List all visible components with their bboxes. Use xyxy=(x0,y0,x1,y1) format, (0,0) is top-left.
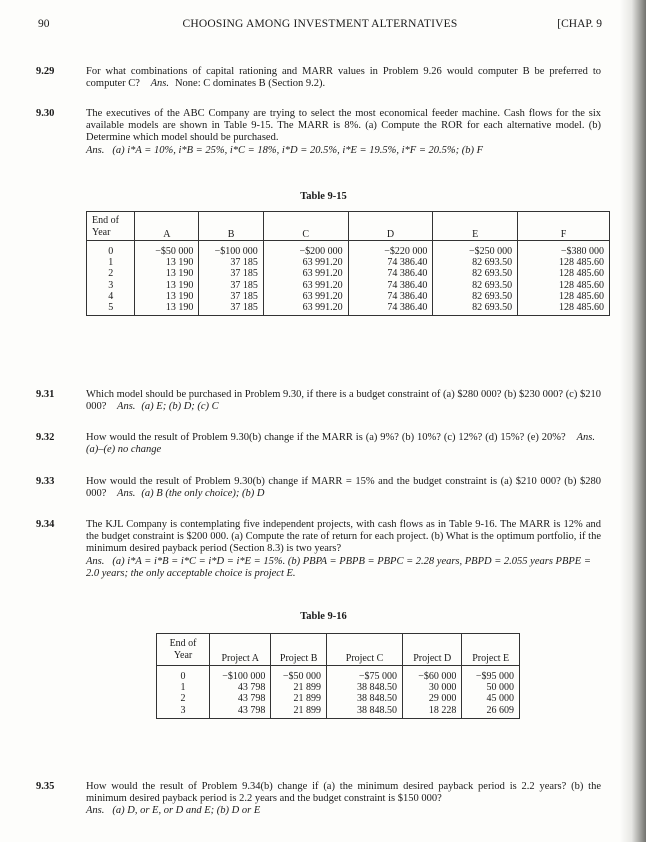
problem-9-32 xyxy=(36,432,601,456)
col-header: A xyxy=(135,212,199,241)
problem-number: 9.30 xyxy=(36,108,55,119)
col-header: D xyxy=(348,212,433,241)
problem-number: 9.33 xyxy=(36,476,55,487)
page-header xyxy=(38,18,602,34)
table-row: 3 13 190 37 185 63 991.20 74 386.40 82 693.50 128 485.60 xyxy=(87,280,610,291)
problem-text: How would the result of Problem 9.30(b) change if the MARR is (a) 9%? (b) 10%? (c) 12%? (d) 15%? (e) 20%? Ans.(a)–(e) no change xyxy=(86,432,595,456)
col-header: Project D xyxy=(403,634,462,666)
problem-9-35 xyxy=(36,781,601,818)
col-header: C xyxy=(263,212,348,241)
problem-number: 9.32 xyxy=(36,432,55,443)
problem-text: For what combinations of capital rationing and MARR values in Problem 9.26 would computer B be preferred to computer C? Ans. None: C dominates B (Section 9.2). xyxy=(86,66,601,90)
col-header: E xyxy=(433,212,518,241)
problem-text: The executives of the ABC Company are trying to select the most economical feeder machine. Cash flows for the six available models are shown in Table 9-15. The MARR is 8%. (a) Compute the ROR for each alternative model. (b) Determine which model should be purchased. xyxy=(86,108,601,144)
table-9-16 xyxy=(156,633,520,719)
problem-number: 9.29 xyxy=(36,66,55,77)
col-header: End of Year xyxy=(157,634,210,666)
table-row: 3 43 798 21 899 38 848.50 18 228 26 609 xyxy=(157,705,520,719)
problem-text: How would the result of Problem 9.34(b) change if (a) the minimum desired payback period is 2.2 years? (b) the minimum desired payback period is 2.2 years and the budget constraint is $150 000? xyxy=(86,781,601,805)
table-row: 1 43 798 21 899 38 848.50 30 000 50 000 xyxy=(157,682,520,693)
table-9-16-title: Table 9-16 xyxy=(300,611,347,622)
col-header: Project A xyxy=(210,634,271,666)
answer: Ans. (a) i*A = i*B = i*C = i*D = i*E = 15%. (b) PBPA = PBPB = PBPC = 2.28 years, PBPD = 2.055 years PBPE = 2.0 years; the only acceptable choice is project E. xyxy=(86,555,591,579)
table-row: 2 43 798 21 899 38 848.50 29 000 45 000 xyxy=(157,693,520,704)
table-row: 0 −$50 000 −$100 000 −$200 000 −$220 000 −$250 000 −$380 000 xyxy=(87,246,610,257)
col-header: Project C xyxy=(327,634,403,666)
problem-9-29 xyxy=(36,66,601,90)
table-row: 4 13 190 37 185 63 991.20 74 386.40 82 693.50 128 485.60 xyxy=(87,291,610,302)
problem-text: The KJL Company is contemplating five independent projects, with cash flows as in Table 9-16. The MARR is 12% and the budget constraint is $200 000. (a) Compute the rate of return for each project. (b) What is the optimum portfolio, if the minimum desired payback period (Section 8.3) is two years? xyxy=(86,519,601,555)
table-9-15 xyxy=(86,211,610,316)
table-row: 0 −$100 000 −$50 000 −$75 000 −$60 000 −$95 000 xyxy=(157,671,520,682)
col-header: End of Year xyxy=(87,212,135,241)
answer: Ans. (a) D, or E, or D and E; (b) D or E xyxy=(86,805,261,817)
table-9-15-title: Table 9-15 xyxy=(300,191,347,202)
problem-number: 9.34 xyxy=(36,519,55,530)
col-header: F xyxy=(518,212,610,241)
chapter-label: [CHAP. 9 xyxy=(557,18,602,30)
col-header: Project E xyxy=(462,634,520,666)
table-row: 2 13 190 37 185 63 991.20 74 386.40 82 693.50 128 485.60 xyxy=(87,268,610,279)
binding-shadow xyxy=(620,0,646,842)
problem-9-34 xyxy=(36,519,601,580)
problem-text: Which model should be purchased in Problem 9.30, if there is a budget constraint of (a) $280 000? (b) $230 000? (c) $210 000? Ans. (a) E; (b) D; (c) C xyxy=(86,389,601,413)
problem-9-31 xyxy=(36,389,601,413)
answer: Ans. (a) i*A = 10%, i*B = 25%, i*C = 18%, i*D = 20.5%, i*E = 19.5%, i*F = 20.5%; (b) F xyxy=(86,144,484,156)
problem-text: How would the result of Problem 9.30(b) change if MARR = 15% and the budget constraint is (a) $210 000? (b) $280 000? Ans. (a) B (the only choice); (b) D xyxy=(86,476,601,500)
page-number: 90 xyxy=(38,18,50,30)
running-title: CHOOSING AMONG INVESTMENT ALTERNATIVES xyxy=(182,18,458,30)
problem-9-30 xyxy=(36,108,601,157)
problem-9-33 xyxy=(36,476,601,500)
col-header: B xyxy=(199,212,263,241)
problem-number: 9.31 xyxy=(36,389,55,400)
table-row: 1 13 190 37 185 63 991.20 74 386.40 82 693.50 128 485.60 xyxy=(87,257,610,268)
table-row: 5 13 190 37 185 63 991.20 74 386.40 82 693.50 128 485.60 xyxy=(87,302,610,316)
col-header: Project B xyxy=(271,634,327,666)
problem-number: 9.35 xyxy=(36,781,55,792)
